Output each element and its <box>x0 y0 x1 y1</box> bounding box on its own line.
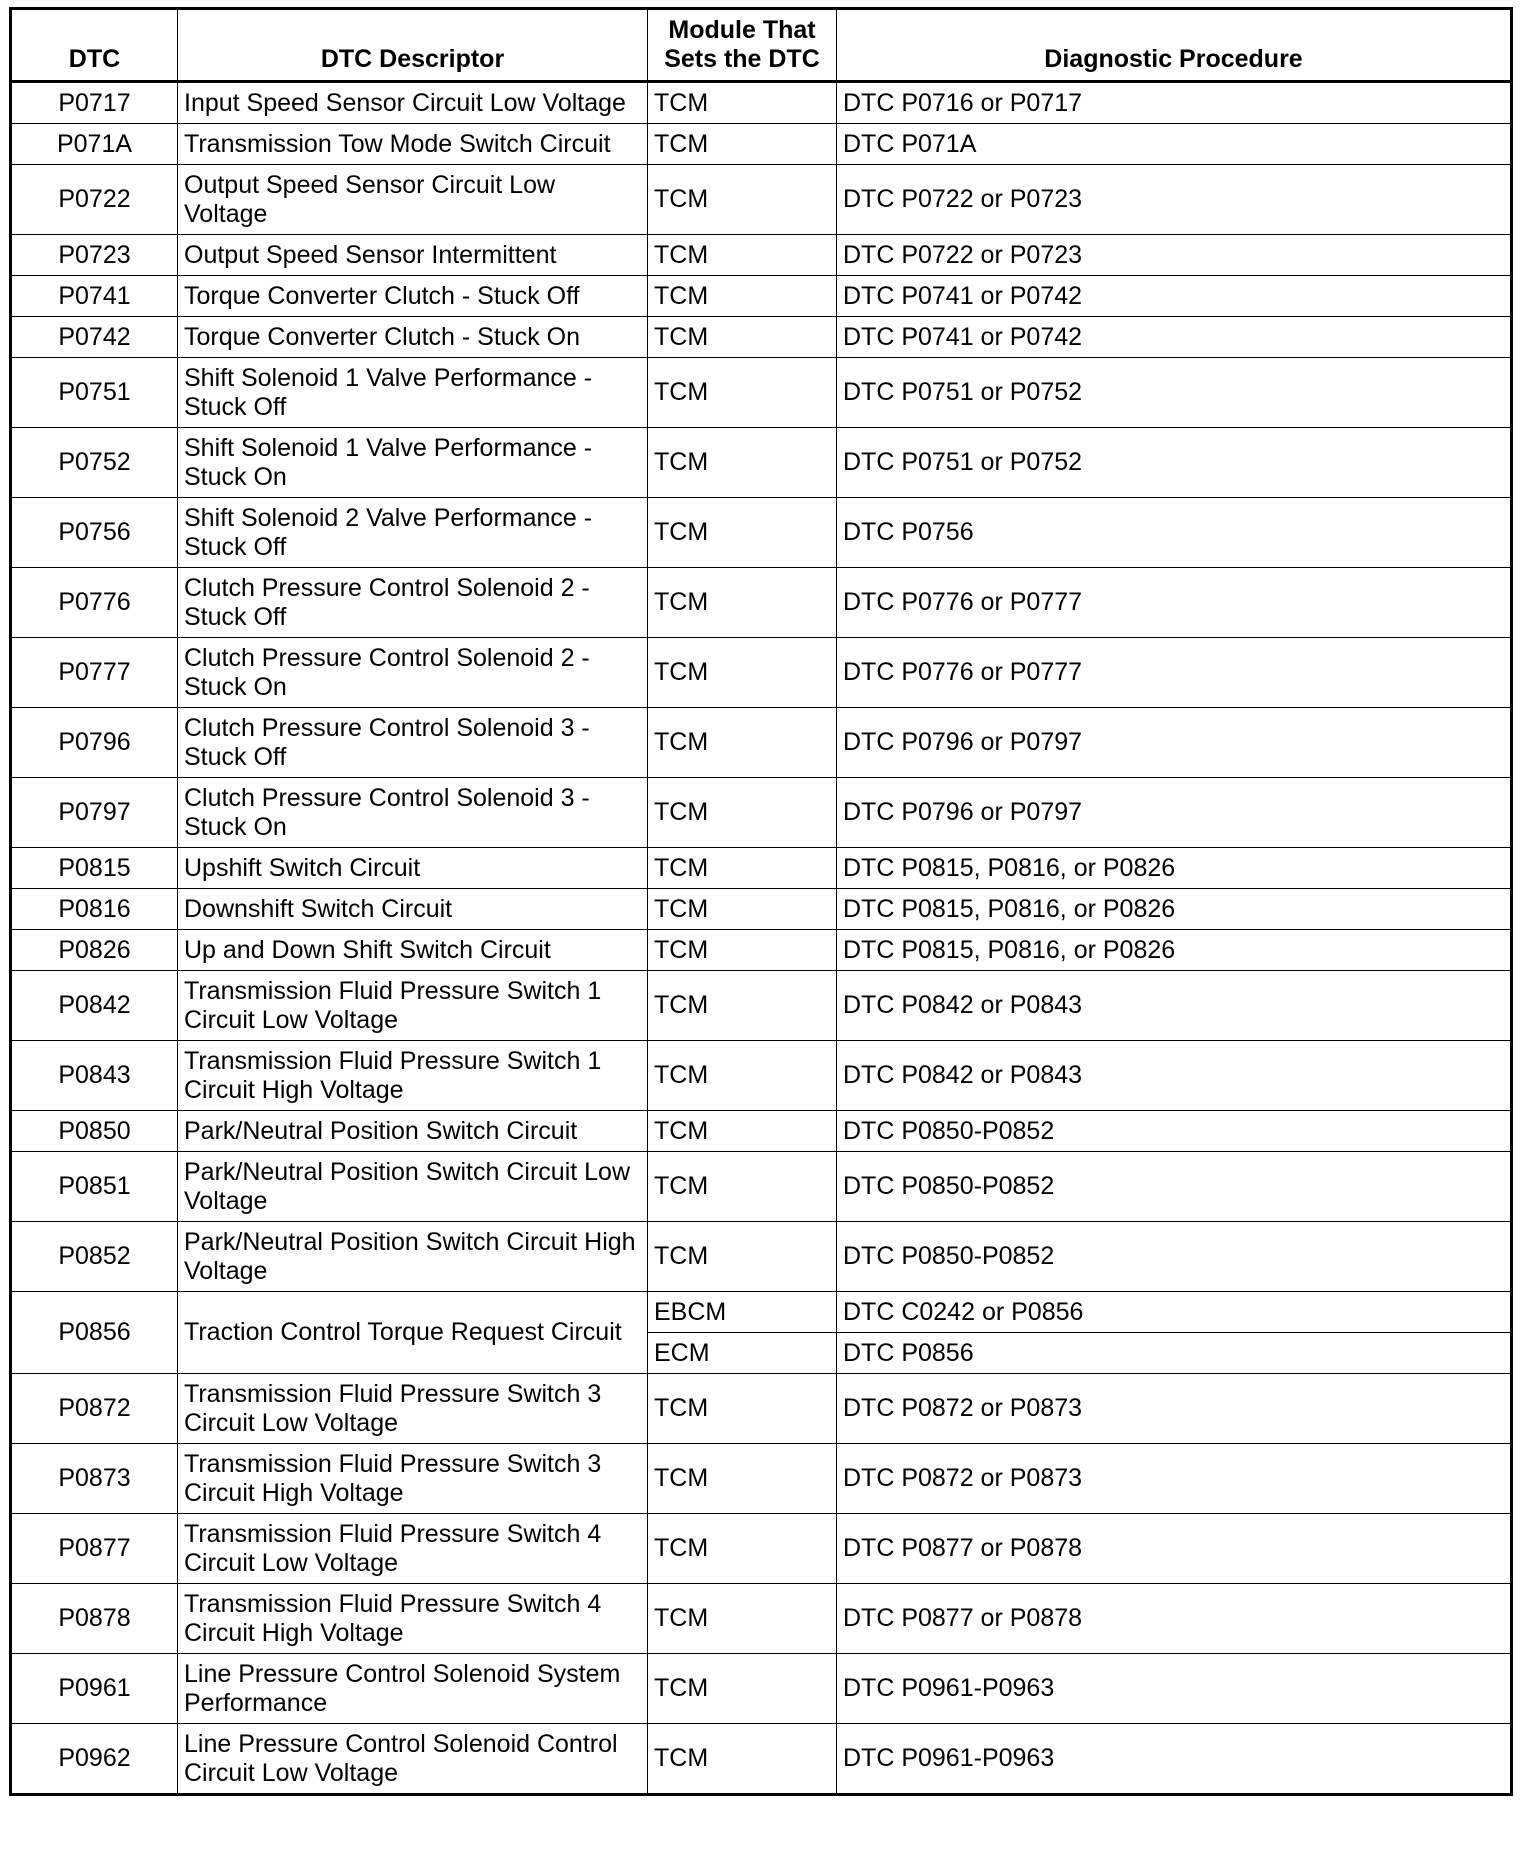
procedure-cell: DTC P071A <box>837 124 1512 165</box>
descriptor-cell: Downshift Switch Circuit <box>178 889 648 930</box>
dtc-cell: P0851 <box>11 1152 178 1222</box>
procedure-cell: DTC P0961-P0963 <box>837 1724 1512 1795</box>
header-descriptor: DTC Descriptor <box>178 9 648 82</box>
descriptor-cell: Clutch Pressure Control Solenoid 2 - Stuck Off <box>178 568 648 638</box>
procedure-cell: DTC P0722 or P0723 <box>837 165 1512 235</box>
module-cell: TCM <box>648 638 837 708</box>
procedure-cell: DTC P0850-P0852 <box>837 1222 1512 1292</box>
table-row <box>11 778 1512 848</box>
dtc-cell: P0756 <box>11 498 178 568</box>
descriptor-cell: Torque Converter Clutch - Stuck On <box>178 317 648 358</box>
descriptor-cell: Transmission Fluid Pressure Switch 3 Circuit High Voltage <box>178 1444 648 1514</box>
descriptor-cell: Output Speed Sensor Intermittent <box>178 235 648 276</box>
descriptor-cell: Input Speed Sensor Circuit Low Voltage <box>178 82 648 124</box>
table-row <box>11 848 1512 889</box>
table-row <box>11 276 1512 317</box>
module-cell: TCM <box>648 276 837 317</box>
descriptor-cell: Transmission Fluid Pressure Switch 1 Circuit Low Voltage <box>178 971 648 1041</box>
descriptor-cell: Clutch Pressure Control Solenoid 2 - Stuck On <box>178 638 648 708</box>
module-cell: TCM <box>648 82 837 124</box>
descriptor-cell: Transmission Fluid Pressure Switch 4 Circuit High Voltage <box>178 1584 648 1654</box>
table-row <box>11 317 1512 358</box>
procedure-cell: DTC P0796 or P0797 <box>837 708 1512 778</box>
module-cell: TCM <box>648 930 837 971</box>
module-cell: TCM <box>648 1654 837 1724</box>
dtc-cell: P0777 <box>11 638 178 708</box>
procedure-cell: DTC P0741 or P0742 <box>837 317 1512 358</box>
table-row <box>11 889 1512 930</box>
descriptor-cell: Transmission Fluid Pressure Switch 4 Circuit Low Voltage <box>178 1514 648 1584</box>
dtc-cell: P0751 <box>11 358 178 428</box>
table-row <box>11 428 1512 498</box>
descriptor-cell: Line Pressure Control Solenoid System Performance <box>178 1654 648 1724</box>
table-row <box>11 1292 1512 1333</box>
dtc-cell: P0856 <box>11 1292 178 1374</box>
dtc-cell: P0962 <box>11 1724 178 1795</box>
procedure-cell: DTC P0877 or P0878 <box>837 1584 1512 1654</box>
dtc-cell: P0776 <box>11 568 178 638</box>
dtc-cell: P0816 <box>11 889 178 930</box>
descriptor-cell: Torque Converter Clutch - Stuck Off <box>178 276 648 317</box>
dtc-cell: P0797 <box>11 778 178 848</box>
table-row <box>11 1444 1512 1514</box>
procedure-cell: DTC P0842 or P0843 <box>837 971 1512 1041</box>
descriptor-cell: Transmission Fluid Pressure Switch 1 Circuit High Voltage <box>178 1041 648 1111</box>
table-row <box>11 1111 1512 1152</box>
module-cell: TCM <box>648 848 837 889</box>
procedure-cell: DTC C0242 or P0856 <box>837 1292 1512 1333</box>
table-row <box>11 568 1512 638</box>
procedure-cell: DTC P0877 or P0878 <box>837 1514 1512 1584</box>
descriptor-cell: Shift Solenoid 1 Valve Performance - Stuck On <box>178 428 648 498</box>
dtc-cell: P0843 <box>11 1041 178 1111</box>
dtc-cell: P0752 <box>11 428 178 498</box>
procedure-cell: DTC P0872 or P0873 <box>837 1374 1512 1444</box>
descriptor-cell: Transmission Tow Mode Switch Circuit <box>178 124 648 165</box>
dtc-cell: P0877 <box>11 1514 178 1584</box>
dtc-cell: P0796 <box>11 708 178 778</box>
module-cell: TCM <box>648 498 837 568</box>
table-row <box>11 358 1512 428</box>
table-row <box>11 971 1512 1041</box>
module-cell: TCM <box>648 889 837 930</box>
dtc-cell: P0742 <box>11 317 178 358</box>
dtc-cell: P0872 <box>11 1374 178 1444</box>
procedure-cell: DTC P0815, P0816, or P0826 <box>837 848 1512 889</box>
module-cell: TCM <box>648 708 837 778</box>
module-cell: TCM <box>648 778 837 848</box>
module-cell: ECM <box>648 1333 837 1374</box>
descriptor-cell: Park/Neutral Position Switch Circuit <box>178 1111 648 1152</box>
descriptor-cell: Clutch Pressure Control Solenoid 3 - Stuck On <box>178 778 648 848</box>
descriptor-cell: Shift Solenoid 1 Valve Performance - Stuck Off <box>178 358 648 428</box>
module-cell: TCM <box>648 1152 837 1222</box>
procedure-cell: DTC P0751 or P0752 <box>837 428 1512 498</box>
table-row <box>11 1041 1512 1111</box>
header-dtc: DTC <box>11 9 178 82</box>
descriptor-cell: Up and Down Shift Switch Circuit <box>178 930 648 971</box>
descriptor-cell: Traction Control Torque Request Circuit <box>178 1292 648 1374</box>
module-cell: TCM <box>648 235 837 276</box>
dtc-cell: P0873 <box>11 1444 178 1514</box>
procedure-cell: DTC P0815, P0816, or P0826 <box>837 930 1512 971</box>
module-cell: TCM <box>648 1514 837 1584</box>
module-cell: TCM <box>648 317 837 358</box>
module-cell: TCM <box>648 971 837 1041</box>
procedure-cell: DTC P0776 or P0777 <box>837 568 1512 638</box>
procedure-cell: DTC P0751 or P0752 <box>837 358 1512 428</box>
descriptor-cell: Clutch Pressure Control Solenoid 3 - Stuck Off <box>178 708 648 778</box>
header-module-line1: Module That <box>668 16 816 44</box>
dtc-cell: P0842 <box>11 971 178 1041</box>
descriptor-cell: Transmission Fluid Pressure Switch 3 Circuit Low Voltage <box>178 1374 648 1444</box>
table-row <box>11 638 1512 708</box>
header-module-line2: Sets the DTC <box>664 45 820 73</box>
module-cell: TCM <box>648 1584 837 1654</box>
module-cell: TCM <box>648 165 837 235</box>
dtc-cell: P0852 <box>11 1222 178 1292</box>
module-cell: TCM <box>648 124 837 165</box>
table-header-row <box>11 9 1512 82</box>
dtc-cell: P0723 <box>11 235 178 276</box>
module-cell: TCM <box>648 428 837 498</box>
procedure-cell: DTC P0850-P0852 <box>837 1111 1512 1152</box>
table-row <box>11 1514 1512 1584</box>
procedure-cell: DTC P0776 or P0777 <box>837 638 1512 708</box>
procedure-cell: DTC P0850-P0852 <box>837 1152 1512 1222</box>
module-cell: EBCM <box>648 1292 837 1333</box>
procedure-cell: DTC P0815, P0816, or P0826 <box>837 889 1512 930</box>
table-row <box>11 1374 1512 1444</box>
module-cell: TCM <box>648 358 837 428</box>
procedure-cell: DTC P0796 or P0797 <box>837 778 1512 848</box>
table-row <box>11 1584 1512 1654</box>
dtc-cell: P0878 <box>11 1584 178 1654</box>
table-row <box>11 708 1512 778</box>
module-cell: TCM <box>648 1111 837 1152</box>
table-row <box>11 930 1512 971</box>
module-cell: TCM <box>648 568 837 638</box>
table-row <box>11 82 1512 124</box>
dtc-cell: P0815 <box>11 848 178 889</box>
procedure-cell: DTC P0741 or P0742 <box>837 276 1512 317</box>
table-row <box>11 1152 1512 1222</box>
procedure-cell: DTC P0856 <box>837 1333 1512 1374</box>
table-row <box>11 1222 1512 1292</box>
table-row <box>11 124 1512 165</box>
procedure-cell: DTC P0842 or P0843 <box>837 1041 1512 1111</box>
module-cell: TCM <box>648 1724 837 1795</box>
dtc-cell: P0850 <box>11 1111 178 1152</box>
descriptor-cell: Park/Neutral Position Switch Circuit Low Voltage <box>178 1152 648 1222</box>
procedure-cell: DTC P0756 <box>837 498 1512 568</box>
descriptor-cell: Shift Solenoid 2 Valve Performance - Stuck Off <box>178 498 648 568</box>
table-row <box>11 498 1512 568</box>
dtc-cell: P0741 <box>11 276 178 317</box>
dtc-cell: P0717 <box>11 82 178 124</box>
descriptor-cell: Line Pressure Control Solenoid Control Circuit Low Voltage <box>178 1724 648 1795</box>
module-cell: TCM <box>648 1222 837 1292</box>
header-module <box>648 9 837 82</box>
dtc-cell: P0826 <box>11 930 178 971</box>
descriptor-cell: Upshift Switch Circuit <box>178 848 648 889</box>
dtc-table <box>9 7 1513 1796</box>
dtc-cell: P071A <box>11 124 178 165</box>
dtc-cell: P0961 <box>11 1654 178 1724</box>
procedure-cell: DTC P0872 or P0873 <box>837 1444 1512 1514</box>
module-cell: TCM <box>648 1374 837 1444</box>
descriptor-cell: Park/Neutral Position Switch Circuit High Voltage <box>178 1222 648 1292</box>
procedure-cell: DTC P0716 or P0717 <box>837 82 1512 124</box>
table-row <box>11 1654 1512 1724</box>
procedure-cell: DTC P0722 or P0723 <box>837 235 1512 276</box>
module-cell: TCM <box>648 1444 837 1514</box>
table-row <box>11 1724 1512 1795</box>
table-row <box>11 235 1512 276</box>
header-procedure: Diagnostic Procedure <box>837 9 1512 82</box>
procedure-cell: DTC P0961-P0963 <box>837 1654 1512 1724</box>
dtc-cell: P0722 <box>11 165 178 235</box>
table-row <box>11 165 1512 235</box>
module-cell: TCM <box>648 1041 837 1111</box>
descriptor-cell: Output Speed Sensor Circuit Low Voltage <box>178 165 648 235</box>
